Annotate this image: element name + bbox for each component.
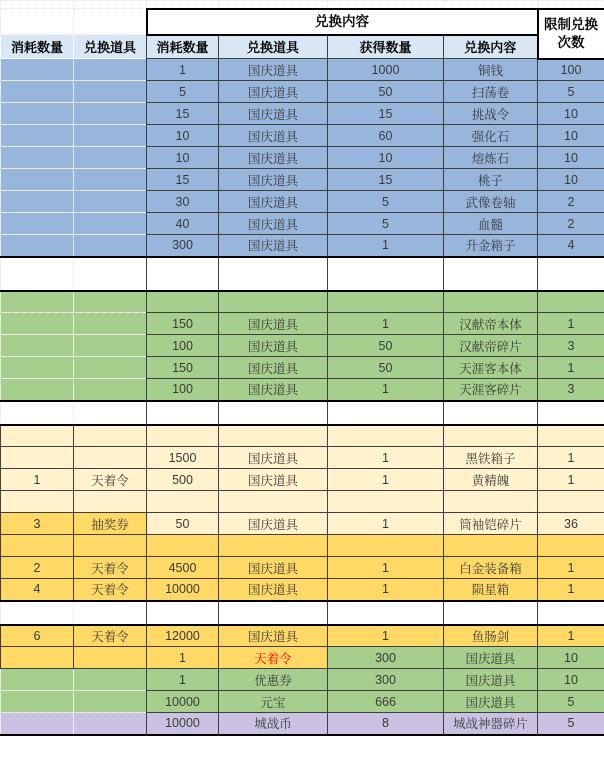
table-cell: 5 <box>328 191 444 213</box>
table-cell: 1 <box>328 557 444 579</box>
table-cell: 300 <box>328 647 444 669</box>
table-cell-empty <box>147 491 219 513</box>
table-cell-empty <box>538 425 604 447</box>
table-cell-empty <box>1 257 74 291</box>
table-cell-empty <box>444 491 538 513</box>
table-cell: 150 <box>147 313 219 335</box>
table-cell-empty <box>444 535 538 557</box>
table-cell-empty <box>1 103 74 125</box>
table-cell: 15 <box>328 103 444 125</box>
table-cell-empty <box>147 601 219 625</box>
table-cell: 扫荡卷 <box>444 81 538 103</box>
table-cell-empty <box>328 535 444 557</box>
table-cell: 50 <box>328 81 444 103</box>
table-cell: 100 <box>147 335 219 357</box>
table-cell-empty <box>444 257 538 291</box>
table-cell: 15 <box>328 169 444 191</box>
table-row <box>1 447 604 469</box>
table-cell-empty <box>74 81 147 103</box>
table-cell: 5 <box>147 81 219 103</box>
table-cell-empty <box>1 691 74 713</box>
table-cell-empty <box>328 491 444 513</box>
table-cell-empty <box>538 401 604 425</box>
table-row <box>1 291 604 313</box>
table-cell-empty <box>1 191 74 213</box>
table-cell-empty <box>538 291 604 313</box>
table-row <box>1 691 604 713</box>
table-cell: 5 <box>328 213 444 235</box>
table-cell: 国庆道具 <box>219 357 328 379</box>
table-cell: 天着令 <box>74 469 147 491</box>
table-cell: 国庆道具 <box>219 557 328 579</box>
table-cell: 2 <box>538 191 604 213</box>
table-row <box>1 235 604 257</box>
table-cell: 城战币 <box>219 713 328 735</box>
table-cell-empty <box>74 313 147 335</box>
table-cell: 1 <box>147 647 219 669</box>
table-row <box>1 601 604 625</box>
table-cell: 兑换内容 <box>444 35 538 59</box>
table-cell: 1 <box>538 469 604 491</box>
table-cell: 国庆道具 <box>219 59 328 81</box>
table-cell: 100 <box>147 379 219 401</box>
table-row <box>1 379 604 401</box>
table-cell: 10000 <box>147 579 219 601</box>
table-cell-empty <box>147 425 219 447</box>
table-cell: 国庆道具 <box>219 469 328 491</box>
table-cell: 陨星箱 <box>444 579 538 601</box>
table-cell-empty <box>74 357 147 379</box>
table-cell-empty <box>74 9 147 35</box>
table-row <box>1 1 604 9</box>
table-cell-empty <box>74 147 147 169</box>
table-cell-empty <box>74 1 147 9</box>
table-cell-empty <box>147 257 219 291</box>
table-row <box>1 491 604 513</box>
table-cell: 兑换道具 <box>219 35 328 59</box>
table-cell: 1 <box>1 469 74 491</box>
table-cell-empty <box>74 491 147 513</box>
table-cell: 天涯客碎片 <box>444 379 538 401</box>
table-cell-empty <box>1 425 74 447</box>
table-cell: 桃子 <box>444 169 538 191</box>
table-row <box>1 713 604 735</box>
table-cell: 2 <box>538 213 604 235</box>
table-cell-empty <box>328 291 444 313</box>
table-cell-empty <box>1 125 74 147</box>
table-cell: 50 <box>328 335 444 357</box>
table-cell-empty <box>1 601 74 625</box>
table-cell-empty <box>538 1 604 9</box>
table-cell: 10 <box>538 103 604 125</box>
table-cell-empty <box>219 1 328 9</box>
table-row <box>1 625 604 647</box>
table-cell-empty <box>1 147 74 169</box>
table-cell: 3 <box>1 513 74 535</box>
table-cell: 挑战令 <box>444 103 538 125</box>
table-cell: 15 <box>147 103 219 125</box>
table-cell: 1 <box>328 579 444 601</box>
table-row <box>1 579 604 601</box>
table-cell-empty <box>1 313 74 335</box>
table-cell: 筒袖铠碎片 <box>444 513 538 535</box>
table-row <box>1 535 604 557</box>
table-cell: 国庆道具 <box>219 147 328 169</box>
table-cell-empty <box>1 9 74 35</box>
table-cell-empty <box>219 491 328 513</box>
table-cell: 黄精魄 <box>444 469 538 491</box>
table-cell-empty <box>1 379 74 401</box>
table-cell: 10000 <box>147 713 219 735</box>
table-row <box>1 401 604 425</box>
table-cell: 武像卷轴 <box>444 191 538 213</box>
table-cell-empty <box>147 535 219 557</box>
table-cell-empty <box>219 535 328 557</box>
table-cell-empty <box>74 125 147 147</box>
table-row <box>1 513 604 535</box>
table-row <box>1 125 604 147</box>
table-row <box>1 147 604 169</box>
table-cell-empty <box>74 379 147 401</box>
table-row <box>1 335 604 357</box>
table-cell: 国庆道具 <box>219 213 328 235</box>
table-row <box>1 313 604 335</box>
table-cell-empty <box>219 291 328 313</box>
table-cell: 6 <box>1 625 74 647</box>
table-row <box>1 469 604 491</box>
table-cell-empty <box>328 601 444 625</box>
table-cell: 天着令 <box>219 647 328 669</box>
table-cell: 抽奖券 <box>74 513 147 535</box>
table-cell: 1 <box>538 625 604 647</box>
table-cell: 消耗数量 <box>1 35 74 59</box>
table-cell: 3 <box>538 379 604 401</box>
table-cell: 300 <box>147 235 219 257</box>
table-cell: 汉献帝本体 <box>444 313 538 335</box>
table-cell: 50 <box>328 357 444 379</box>
table-cell: 国庆道具 <box>219 235 328 257</box>
table-cell: 50 <box>147 513 219 535</box>
table-cell: 获得数量 <box>328 35 444 59</box>
table-cell: 1 <box>328 235 444 257</box>
table-cell-empty <box>444 1 538 9</box>
table-cell: 1000 <box>328 59 444 81</box>
table-cell: 铜钱 <box>444 59 538 81</box>
table-cell: 鱼肠剑 <box>444 625 538 647</box>
table-row <box>1 59 604 81</box>
table-cell: 国庆道具 <box>444 691 538 713</box>
table-cell: 10 <box>538 125 604 147</box>
table-cell: 300 <box>328 669 444 691</box>
table-cell-empty <box>74 257 147 291</box>
table-cell-empty <box>1 291 74 313</box>
table-row <box>1 103 604 125</box>
table-cell: 元宝 <box>219 691 328 713</box>
table-cell-empty <box>1 647 74 669</box>
table-cell-empty <box>444 401 538 425</box>
table-cell: 优惠券 <box>219 669 328 691</box>
table-cell: 1500 <box>147 447 219 469</box>
table-cell-empty <box>74 401 147 425</box>
table-cell-empty <box>74 59 147 81</box>
table-cell-empty <box>1 491 74 513</box>
table-cell-empty <box>219 425 328 447</box>
table-cell: 1 <box>538 557 604 579</box>
table-cell: 666 <box>328 691 444 713</box>
table-cell: 天着令 <box>74 579 147 601</box>
table-cell-empty <box>74 235 147 257</box>
table-cell: 天着令 <box>74 557 147 579</box>
table-cell-empty <box>1 59 74 81</box>
table-cell-empty <box>538 535 604 557</box>
table-cell: 10 <box>147 125 219 147</box>
table-cell: 1 <box>147 669 219 691</box>
table-cell: 5 <box>538 81 604 103</box>
table-cell: 黑铁箱子 <box>444 447 538 469</box>
table-cell-empty <box>74 103 147 125</box>
table-cell-empty <box>1 213 74 235</box>
table-cell: 10 <box>538 669 604 691</box>
table-cell: 国庆道具 <box>219 313 328 335</box>
table-cell: 国庆道具 <box>219 513 328 535</box>
table-row <box>1 357 604 379</box>
table-cell: 5 <box>538 691 604 713</box>
table-cell: 天涯客本体 <box>444 357 538 379</box>
table-cell: 8 <box>328 713 444 735</box>
table-cell-empty <box>538 601 604 625</box>
table-cell: 10000 <box>147 691 219 713</box>
table-cell: 1 <box>147 59 219 81</box>
table-cell: 10 <box>538 147 604 169</box>
table-cell-empty <box>444 601 538 625</box>
table-cell: 60 <box>328 125 444 147</box>
table-cell: 强化石 <box>444 125 538 147</box>
table-cell: 1 <box>328 469 444 491</box>
table-cell: 5 <box>538 713 604 735</box>
table-cell-empty <box>219 401 328 425</box>
table-cell: 2 <box>1 557 74 579</box>
table-cell-empty <box>328 1 444 9</box>
table-cell: 1 <box>328 379 444 401</box>
table-cell: 500 <box>147 469 219 491</box>
table-cell: 国庆道具 <box>219 191 328 213</box>
table-cell: 1 <box>538 313 604 335</box>
table-row <box>1 647 604 669</box>
table-cell: 12000 <box>147 625 219 647</box>
table-cell: 30 <box>147 191 219 213</box>
table-cell-empty <box>74 425 147 447</box>
table-cell: 10 <box>328 147 444 169</box>
table-cell-empty <box>1 357 74 379</box>
table-cell-empty <box>74 291 147 313</box>
table-cell: 国庆道具 <box>444 669 538 691</box>
table-cell: 10 <box>538 647 604 669</box>
table-cell: 10 <box>538 169 604 191</box>
table-cell-empty <box>1 669 74 691</box>
table-cell: 升金箱子 <box>444 235 538 257</box>
table-cell: 限制兑换次数 <box>538 9 604 59</box>
table-cell-empty <box>219 257 328 291</box>
table-cell-empty <box>444 425 538 447</box>
table-cell: 国庆道具 <box>219 379 328 401</box>
table-cell: 3 <box>538 335 604 357</box>
table-cell-empty <box>147 401 219 425</box>
table-cell-empty <box>74 535 147 557</box>
table-cell-empty <box>1 447 74 469</box>
table-cell: 国庆道具 <box>219 103 328 125</box>
table-cell: 国庆道具 <box>219 125 328 147</box>
table-cell-empty <box>538 491 604 513</box>
table-cell-empty <box>538 257 604 291</box>
table-cell: 国庆道具 <box>219 447 328 469</box>
table-cell: 兑换内容 <box>147 9 538 35</box>
table-row <box>1 35 604 59</box>
table-cell-empty <box>1 235 74 257</box>
table-cell: 36 <box>538 513 604 535</box>
table-cell: 熔炼石 <box>444 147 538 169</box>
table-cell: 100 <box>538 59 604 81</box>
table-cell: 白金装备箱 <box>444 557 538 579</box>
table-cell-empty <box>74 647 147 669</box>
table-cell: 150 <box>147 357 219 379</box>
table-cell: 1 <box>538 579 604 601</box>
table-cell: 1 <box>328 625 444 647</box>
table-cell-empty <box>147 1 219 9</box>
table-cell-empty <box>74 213 147 235</box>
table-cell: 血髓 <box>444 213 538 235</box>
table-cell-empty <box>147 291 219 313</box>
exchange-table-body <box>1 1 604 735</box>
table-row <box>1 557 604 579</box>
table-cell-empty <box>444 291 538 313</box>
table-cell: 兑换道具 <box>74 35 147 59</box>
table-row <box>1 257 604 291</box>
table-cell-empty <box>74 169 147 191</box>
table-cell: 1 <box>328 447 444 469</box>
table-row <box>1 669 604 691</box>
table-cell: 城战神器碎片 <box>444 713 538 735</box>
table-cell: 汉献帝碎片 <box>444 335 538 357</box>
table-cell-empty <box>74 447 147 469</box>
table-cell: 消耗数量 <box>147 35 219 59</box>
table-cell-empty <box>74 691 147 713</box>
table-cell-empty <box>1 1 74 9</box>
table-cell: 40 <box>147 213 219 235</box>
table-cell: 国庆道具 <box>219 579 328 601</box>
table-cell-empty <box>74 713 147 735</box>
table-cell: 15 <box>147 169 219 191</box>
table-cell: 1 <box>538 447 604 469</box>
table-cell: 国庆道具 <box>219 169 328 191</box>
table-cell: 国庆道具 <box>444 647 538 669</box>
table-cell-empty <box>328 257 444 291</box>
table-cell-empty <box>74 191 147 213</box>
table-cell: 4500 <box>147 557 219 579</box>
table-row <box>1 213 604 235</box>
table-cell-empty <box>219 601 328 625</box>
table-cell-empty <box>74 335 147 357</box>
table-row <box>1 169 604 191</box>
table-row <box>1 425 604 447</box>
table-cell-empty <box>1 713 74 735</box>
table-row <box>1 191 604 213</box>
table-cell: 4 <box>538 235 604 257</box>
table-cell-empty <box>1 335 74 357</box>
table-cell-empty <box>1 169 74 191</box>
table-cell-empty <box>328 425 444 447</box>
table-cell-empty <box>74 669 147 691</box>
table-row <box>1 9 604 35</box>
table-cell-empty <box>1 535 74 557</box>
table-row <box>1 81 604 103</box>
table-cell-empty <box>1 401 74 425</box>
table-cell: 4 <box>1 579 74 601</box>
table-cell-empty <box>74 601 147 625</box>
table-cell-empty <box>328 401 444 425</box>
table-cell: 天着令 <box>74 625 147 647</box>
table-cell: 国庆道具 <box>219 335 328 357</box>
table-cell: 1 <box>328 513 444 535</box>
table-cell: 国庆道具 <box>219 81 328 103</box>
table-cell: 1 <box>328 313 444 335</box>
table-cell-empty <box>1 81 74 103</box>
table-cell: 国庆道具 <box>219 625 328 647</box>
table-cell: 10 <box>147 147 219 169</box>
table-cell: 1 <box>538 357 604 379</box>
